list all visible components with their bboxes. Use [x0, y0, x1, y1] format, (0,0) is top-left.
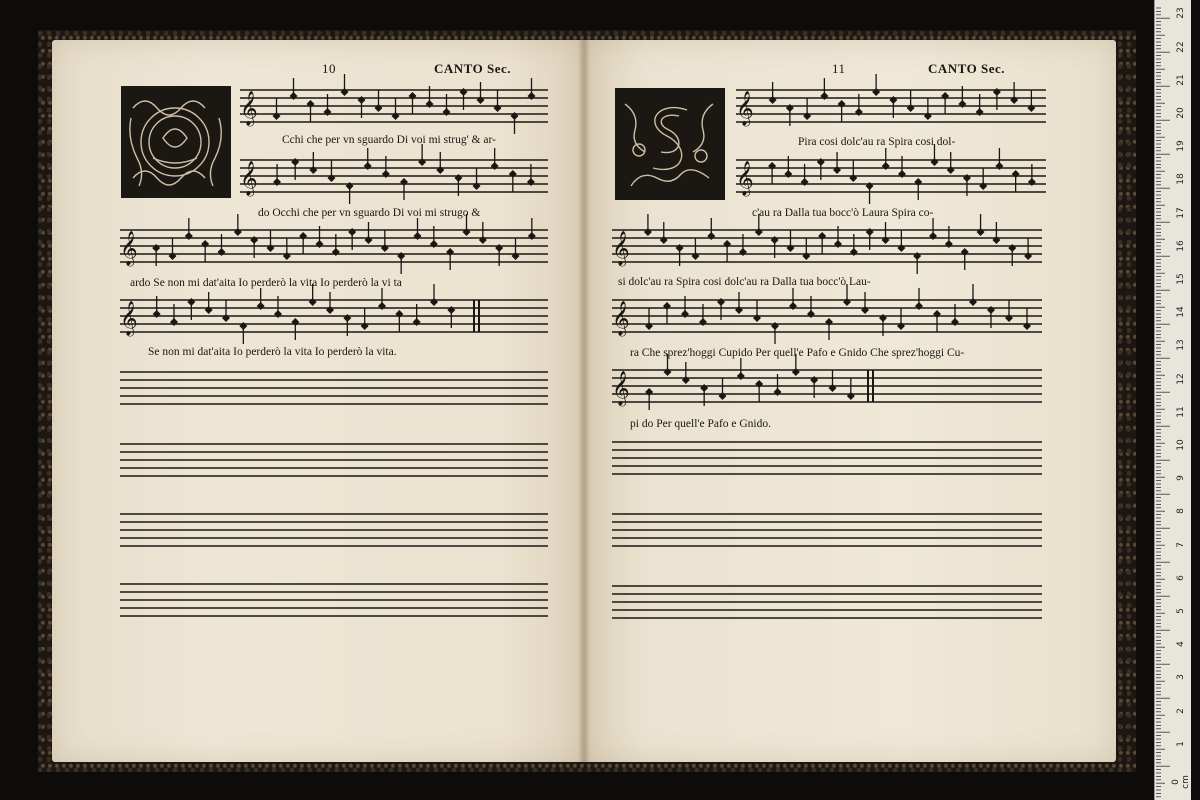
- right-clef-1: 𝄞: [736, 91, 754, 126]
- right-clef-3: 𝄞: [612, 231, 630, 266]
- right-clef-4: 𝄞: [612, 301, 630, 336]
- left-clef-2: 𝄞: [240, 161, 258, 196]
- ruler-label: 18: [1176, 173, 1186, 186]
- ruler-label: 6: [1176, 574, 1186, 581]
- ruler-label: 10: [1176, 439, 1186, 451]
- left-lyric-line-1: Cchi che per vn sguardo Di voi mi strug' & ar-: [282, 134, 496, 146]
- left-clef-4: 𝄞: [120, 301, 138, 336]
- measurement-ruler: [1154, 0, 1191, 800]
- ruler-label: 15: [1176, 273, 1186, 285]
- right-lyric-line-1: Pira cosi dolc'au ra Spira cosi dol-: [798, 136, 956, 148]
- ruler-label: 17: [1176, 206, 1186, 219]
- ruler-label: 0 cm: [1171, 775, 1191, 789]
- ruler-label: 20: [1176, 107, 1186, 119]
- right-page-number: 11: [832, 61, 846, 76]
- ruler-label: 7: [1176, 541, 1186, 548]
- right-lyric-line-4: ra Che sprez'hoggi Cupido Per quell'e Pafo e Gnido Che sprez'hoggi Cu-: [630, 347, 965, 359]
- right-lyric-line-3: si dolc'au ra Spira cosi dolc'au ra Dalla tua bocc'ò Lau-: [618, 276, 871, 288]
- left-page-number: 10: [322, 61, 336, 76]
- ruler-label: 14: [1176, 306, 1186, 318]
- ruler-label: 3: [1176, 674, 1186, 681]
- ruler-label: 1: [1176, 740, 1186, 747]
- left-clef-1: 𝄞: [240, 91, 258, 126]
- left-lyric-line-4: Se non mi dat'aita Io perderò la vita Io perderò la vita.: [148, 346, 397, 358]
- ruler-label: 2: [1176, 707, 1186, 714]
- left-lyric-line-3: ardo Se non mi dat'aita Io perderò la vita Io perderò la vi ta: [130, 277, 402, 289]
- ruler-label: 5: [1176, 608, 1186, 614]
- right-clef-5: 𝄞: [612, 371, 630, 406]
- ruler-label: 9: [1176, 475, 1186, 482]
- left-clef-3: 𝄞: [120, 231, 138, 266]
- right-lyric-line-2: c'au ra Dalla tua bocc'ò Laura Spira co-: [752, 207, 934, 219]
- ruler-label: 8: [1176, 508, 1186, 515]
- right-page-title: CANTO Sec.: [928, 61, 1005, 76]
- right-lyric-line-5: pi do Per quell'e Pafo e Gnido.: [630, 418, 772, 430]
- ruler-label: 4: [1176, 641, 1186, 648]
- ruler-label: 21: [1176, 74, 1186, 86]
- ruler-label: 11: [1176, 406, 1186, 418]
- right-clef-2: 𝄞: [736, 161, 754, 196]
- ruler-label: 23: [1176, 7, 1186, 20]
- left-page-title: CANTO Sec.: [434, 61, 511, 76]
- ruler-label: 12: [1176, 372, 1186, 385]
- ruler-label: 16: [1176, 240, 1186, 252]
- ruler-label: 13: [1176, 339, 1186, 352]
- ruler-label: 22: [1176, 40, 1186, 53]
- ruler-label: 19: [1176, 140, 1186, 152]
- left-lyric-line-2: do Occhi che per vn sguardo Di voi mi strugo &: [258, 207, 481, 219]
